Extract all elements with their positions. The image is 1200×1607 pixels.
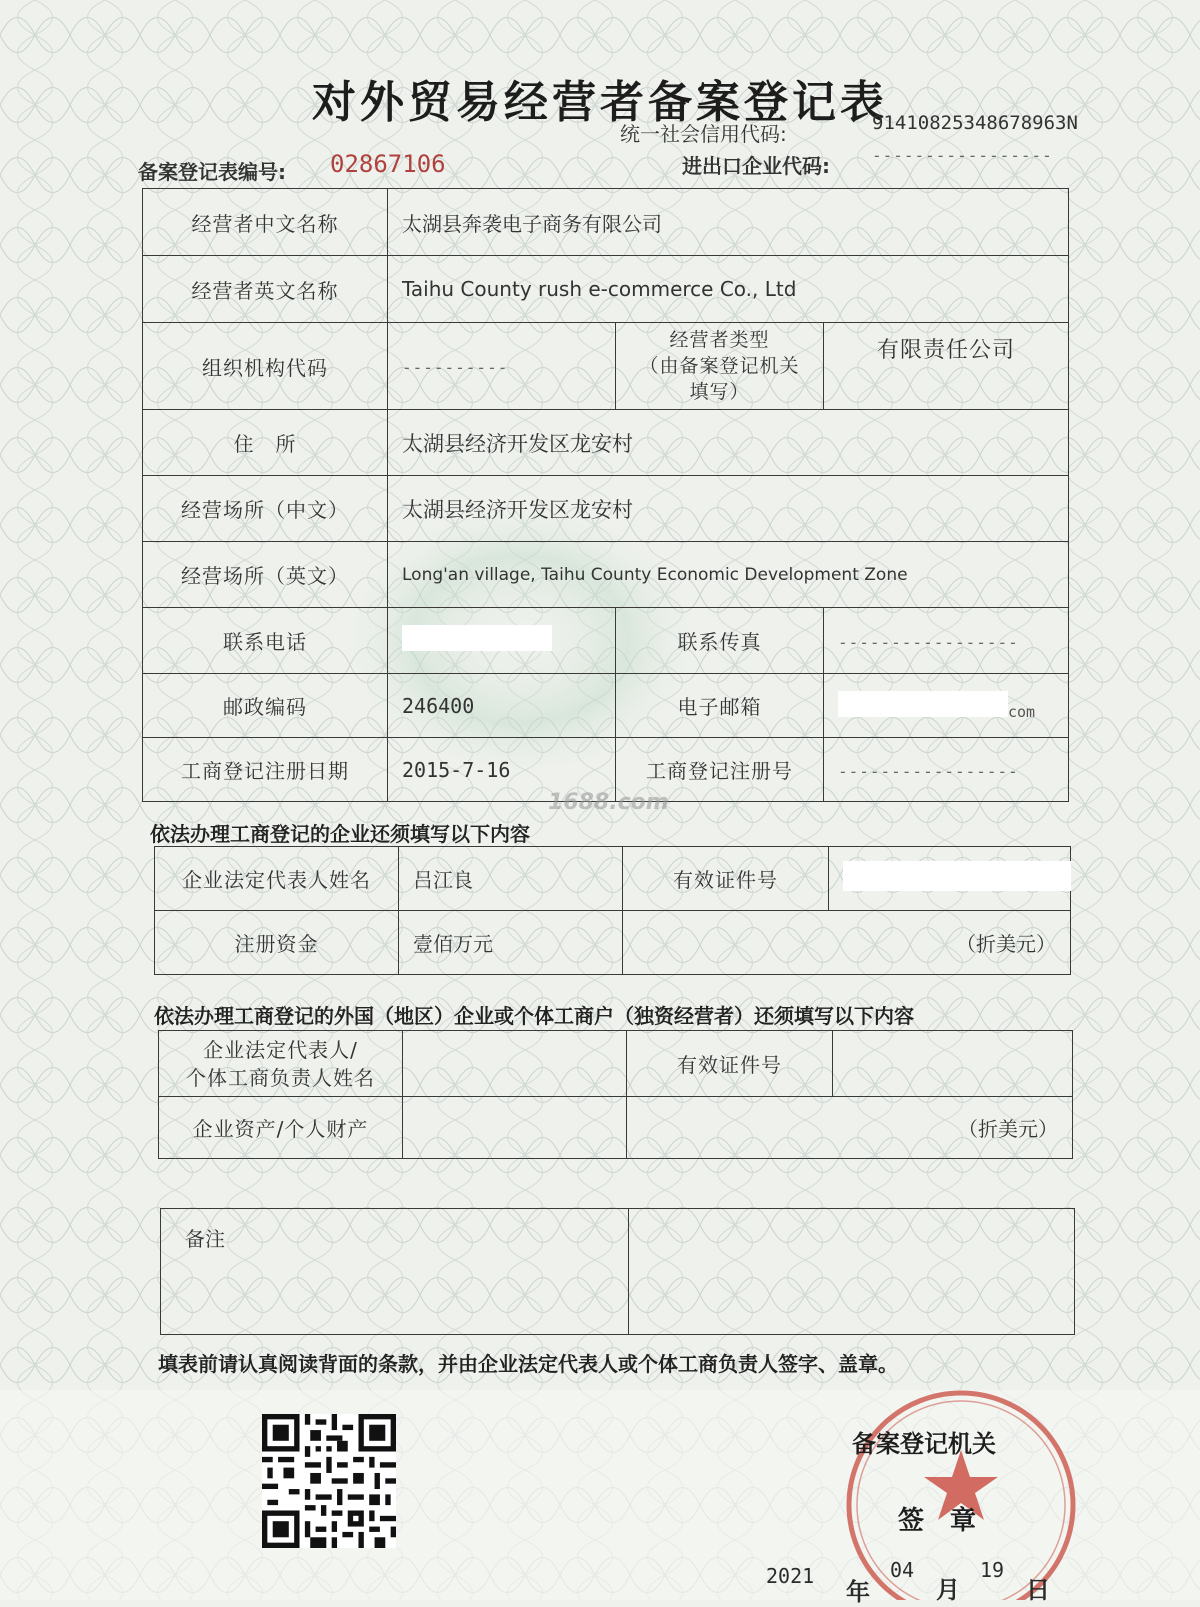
remarks-value xyxy=(629,1209,1075,1335)
record-no-label: 备案登记表编号: xyxy=(138,160,286,184)
reg-no-value xyxy=(824,738,1069,802)
fax-label: 联系传真 xyxy=(616,608,824,674)
email-tail: com xyxy=(1008,703,1036,721)
capital-label: 注册资金 xyxy=(155,911,399,975)
phone-label: 联系电话 xyxy=(143,608,388,674)
instruction-text: 填表前请认真阅读背面的条款，并由企业法定代表人或个体工商负责人签字、盖章。 xyxy=(158,1352,898,1376)
assets-usd-note: （折美元） xyxy=(627,1097,1073,1159)
qr-code xyxy=(262,1414,396,1548)
date-day: 19 xyxy=(980,1558,1005,1582)
remarks-table xyxy=(160,1208,1075,1335)
seal-label: 签 章 xyxy=(898,1506,977,1536)
biz-place-cn-label: 经营场所（中文） xyxy=(143,476,388,542)
reg-date-label: 工商登记注册日期 xyxy=(143,738,388,802)
section1-table xyxy=(154,846,1071,975)
foreign-rep-label xyxy=(159,1031,403,1097)
operator-type-value: 有限责任公司 xyxy=(824,323,1069,410)
postcode-label: 邮政编码 xyxy=(143,674,388,738)
credit-code-value: 91410825348678963N xyxy=(872,112,1078,134)
ie-code-label: 进出口企业代码: xyxy=(682,154,830,178)
date-day-unit: 日 xyxy=(1026,1576,1050,1604)
foreign-id-label: 有效证件号 xyxy=(627,1031,833,1097)
phone-redaction xyxy=(402,625,552,651)
id-no-value xyxy=(829,847,1071,911)
reg-no-label: 工商登记注册号 xyxy=(616,738,824,802)
credit-code-label: 统一社会信用代码: xyxy=(620,122,787,146)
en-name-label: 经营者英文名称 xyxy=(143,256,388,323)
biz-place-cn-value: 太湖县经济开发区龙安村 xyxy=(388,476,1069,542)
foreign-id-value xyxy=(833,1031,1073,1097)
legal-rep-label: 企业法定代表人姓名 xyxy=(155,847,399,911)
date-year-unit: 年 xyxy=(846,1578,870,1606)
date-year: 2021 xyxy=(766,1564,815,1588)
email-redaction xyxy=(838,691,1008,717)
date-month: 04 xyxy=(890,1558,915,1582)
capital-value: 壹佰万元 xyxy=(399,911,623,975)
postcode-value: 246400 xyxy=(388,674,616,738)
operator-type-label xyxy=(616,323,824,410)
date-month-unit: 月 xyxy=(936,1576,960,1604)
ie-code-value: ----------------- xyxy=(872,146,1053,165)
id-no-label: 有效证件号 xyxy=(623,847,829,911)
biz-place-en-value: Long'an village, Taihu County Economic Development Zone xyxy=(388,542,1069,608)
foreign-rep-label-line2: 个体工商负责人姓名 xyxy=(186,1065,375,1090)
cn-name-value: 太湖县奔袭电子商务有限公司 xyxy=(388,189,1069,256)
org-code-label: 组织机构代码 xyxy=(143,323,388,410)
operator-type-label-line1: 经营者类型 xyxy=(669,329,770,351)
section1-heading: 依法办理工商登记的企业还须填写以下内容 xyxy=(150,822,530,846)
fax-dash: ----------------- xyxy=(838,632,1019,652)
authority-label: 备案登记机关 xyxy=(852,1430,996,1458)
foreign-rep-label-line1: 企业法定代表人/ xyxy=(203,1037,358,1062)
legal-rep-value: 吕江良 xyxy=(399,847,623,911)
reg-no-dash: ----------------- xyxy=(838,761,1019,781)
main-info-table xyxy=(142,188,1069,802)
section2-heading: 依法办理工商登记的外国（地区）企业或个体工商户（独资经营者）还须填写以下内容 xyxy=(154,1004,914,1028)
watermark-1688: 1688.com xyxy=(548,790,669,815)
cn-name-label: 经营者中文名称 xyxy=(143,189,388,256)
form-title: 对外贸易经营者备案登记表 xyxy=(312,77,888,128)
operator-type-label-line2: （由备案登记机关填写） xyxy=(639,355,800,403)
reg-date-value: 2015-7-16 xyxy=(388,738,616,802)
biz-place-en-label: 经营场所（英文） xyxy=(143,542,388,608)
address-label: 住 所 xyxy=(143,410,388,476)
en-name-value: Taihu County rush e-commerce Co., Ltd xyxy=(388,256,1069,323)
email-value xyxy=(824,674,1069,738)
address-value: 太湖县经济开发区龙安村 xyxy=(388,410,1069,476)
email-label: 电子邮箱 xyxy=(616,674,824,738)
assets-value xyxy=(403,1097,627,1159)
fax-value xyxy=(824,608,1069,674)
assets-label: 企业资产/个人财产 xyxy=(159,1097,403,1159)
official-seal xyxy=(836,1380,1086,1600)
org-code-dash: ---------- xyxy=(402,358,509,377)
record-no-value: 02867106 xyxy=(330,150,446,178)
phone-value xyxy=(388,608,616,674)
id-no-redaction xyxy=(843,861,1071,891)
foreign-rep-value xyxy=(403,1031,627,1097)
org-code-value xyxy=(388,323,616,410)
remarks-label: 备注 xyxy=(161,1209,629,1335)
section2-table xyxy=(158,1030,1073,1159)
capital-usd-note: （折美元） xyxy=(623,911,1071,975)
